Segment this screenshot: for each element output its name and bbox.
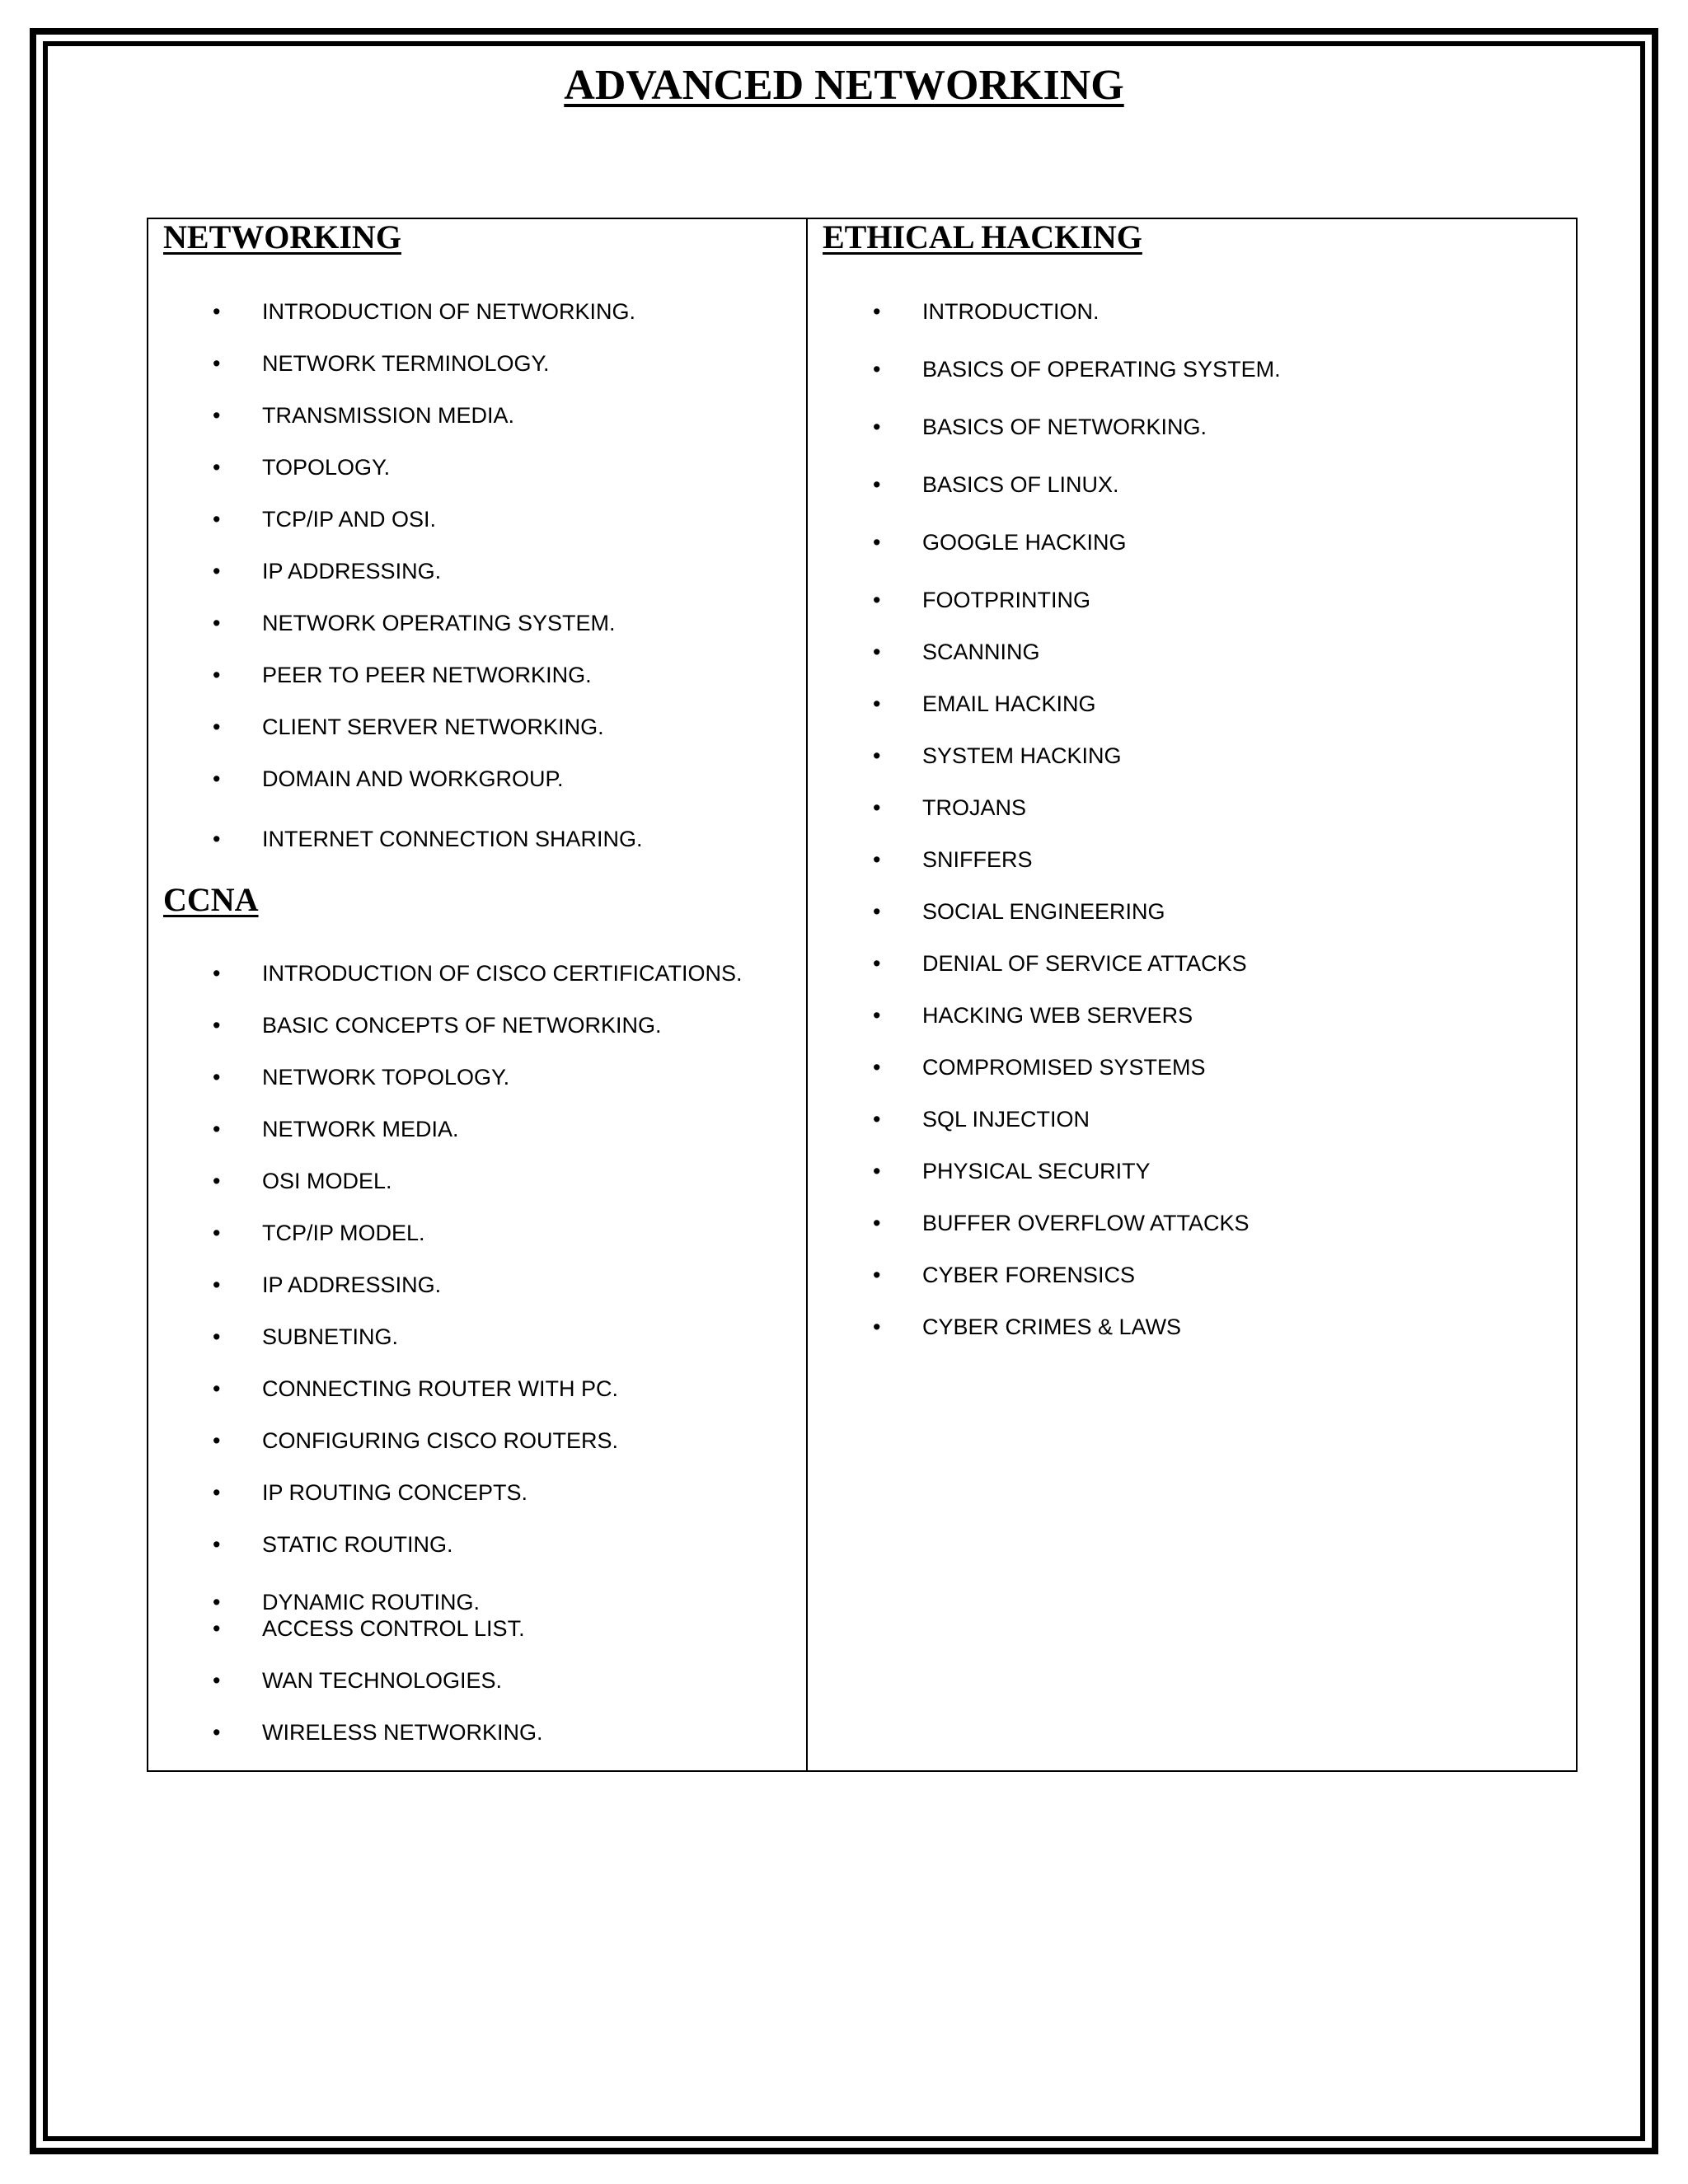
bullet-icon: • <box>873 588 881 612</box>
list-item-label: SCANNING <box>922 640 1040 664</box>
list-item <box>873 1261 1136 1289</box>
bullet-icon: • <box>213 611 221 635</box>
list-item <box>213 557 442 585</box>
bullet-icon: • <box>213 1616 221 1641</box>
list-item <box>873 1313 1182 1341</box>
list-item-label: DOMAIN AND WORKGROUP. <box>262 766 564 791</box>
list-item-label: NETWORK TOPOLOGY. <box>262 1065 510 1090</box>
list-item-label: SUBNETING. <box>262 1324 399 1349</box>
list-item <box>213 453 391 481</box>
list-item-label: COMPROMISED SYSTEMS <box>922 1055 1206 1080</box>
list-item-label: INTERNET CONNECTION SHARING. <box>262 827 643 851</box>
ccna-heading: CCNA <box>163 881 259 918</box>
list-item <box>213 401 515 429</box>
bullet-icon: • <box>213 1169 221 1193</box>
list-item <box>873 1001 1193 1029</box>
list-item <box>873 471 1119 499</box>
list-item-label: NETWORK MEDIA. <box>262 1117 459 1141</box>
list-item <box>213 1479 528 1507</box>
list-item <box>873 690 1096 718</box>
list-item <box>873 638 1040 666</box>
bullet-icon: • <box>213 1117 221 1141</box>
bullet-icon: • <box>213 403 221 428</box>
bullet-icon: • <box>873 1003 881 1028</box>
bullet-icon: • <box>873 1211 881 1235</box>
list-item <box>873 742 1122 770</box>
list-item-label: SYSTEM HACKING <box>922 743 1122 768</box>
list-item <box>213 713 604 741</box>
list-item-label: BASICS OF OPERATING SYSTEM. <box>922 357 1281 382</box>
bullet-icon: • <box>873 357 881 382</box>
list-item <box>213 1271 442 1299</box>
bullet-icon: • <box>213 559 221 583</box>
bullet-icon: • <box>213 766 221 791</box>
list-item <box>213 298 635 326</box>
bullet-icon: • <box>213 1532 221 1557</box>
list-item-label: TROJANS <box>922 795 1027 820</box>
bullet-icon: • <box>213 1428 221 1453</box>
bullet-icon: • <box>873 899 881 924</box>
page-title: ADVANCED NETWORKING <box>564 62 1124 109</box>
list-item <box>873 528 1127 556</box>
list-item <box>213 1530 453 1558</box>
list-item <box>213 1167 392 1195</box>
list-item <box>873 586 1090 614</box>
list-item <box>213 1011 662 1039</box>
bullet-icon: • <box>213 1065 221 1090</box>
bullet-icon: • <box>213 1221 221 1245</box>
list-item-label: WIRELESS NETWORKING. <box>262 1720 543 1745</box>
list-item <box>213 505 437 533</box>
list-item <box>213 1588 481 1616</box>
bullet-icon: • <box>213 1324 221 1349</box>
list-item-label: TCP/IP AND OSI. <box>262 507 437 532</box>
ethical-hacking-heading: ETHICAL HACKING <box>823 218 1142 255</box>
list-item-label: CONNECTING ROUTER WITH PC. <box>262 1376 618 1401</box>
list-item <box>213 1219 425 1247</box>
bullet-icon: • <box>873 299 881 324</box>
bullet-icon: • <box>213 1480 221 1505</box>
bullet-icon: • <box>213 351 221 376</box>
list-item <box>873 949 1247 977</box>
list-item <box>213 661 592 689</box>
list-item-label: HACKING WEB SERVERS <box>922 1003 1193 1028</box>
bullet-icon: • <box>873 951 881 976</box>
bullet-icon: • <box>213 299 221 324</box>
list-item-label: INTRODUCTION OF NETWORKING. <box>262 299 635 324</box>
bullet-icon: • <box>873 743 881 768</box>
list-item <box>213 349 550 377</box>
bullet-icon: • <box>213 1272 221 1297</box>
bullet-icon: • <box>213 1720 221 1745</box>
bullet-icon: • <box>213 455 221 480</box>
list-item-label: ACCESS CONTROL LIST. <box>262 1616 525 1641</box>
list-item <box>873 1105 1090 1133</box>
bullet-icon: • <box>213 961 221 986</box>
bullet-icon: • <box>873 847 881 872</box>
bullet-icon: • <box>873 1107 881 1132</box>
list-item-label: GOOGLE HACKING <box>922 530 1127 555</box>
list-item-label: IP ADDRESSING. <box>262 1272 442 1297</box>
list-item-label: PEER TO PEER NETWORKING. <box>262 663 592 687</box>
bullet-icon: • <box>873 1159 881 1183</box>
list-item <box>213 1063 510 1091</box>
bullet-icon: • <box>213 827 221 851</box>
list-item-label: BASIC CONCEPTS OF NETWORKING. <box>262 1013 662 1038</box>
bullet-icon: • <box>873 1055 881 1080</box>
bullet-icon: • <box>213 507 221 532</box>
list-item-label: DENIAL OF SERVICE ATTACKS <box>922 951 1247 976</box>
list-item-label: DYNAMIC ROUTING. <box>262 1590 481 1615</box>
list-item-label: FOOTPRINTING <box>922 588 1090 612</box>
list-item-label: SOCIAL ENGINEERING <box>922 899 1165 924</box>
bullet-icon: • <box>873 691 881 716</box>
bullet-icon: • <box>213 715 221 739</box>
bullet-icon: • <box>873 415 881 439</box>
list-item <box>213 959 743 987</box>
list-item-label: PHYSICAL SECURITY <box>922 1159 1151 1183</box>
bullet-icon: • <box>873 795 881 820</box>
list-item <box>873 1053 1206 1081</box>
bullet-icon: • <box>213 663 221 687</box>
list-item-label: EMAIL HACKING <box>922 691 1096 716</box>
bullet-icon: • <box>213 1376 221 1401</box>
list-item-label: TOPOLOGY. <box>262 455 391 480</box>
list-item-label: BUFFER OVERFLOW ATTACKS <box>922 1211 1250 1235</box>
list-item <box>213 1718 543 1746</box>
list-item-label: SNIFFERS <box>922 847 1033 872</box>
list-item <box>213 1615 525 1643</box>
list-item-label: CONFIGURING CISCO ROUTERS. <box>262 1428 619 1453</box>
list-item-label: INTRODUCTION. <box>922 299 1100 324</box>
bullet-icon: • <box>873 640 881 664</box>
list-item <box>213 1375 618 1403</box>
list-item-label: NETWORK TERMINOLOGY. <box>262 351 550 376</box>
list-item-label: CYBER FORENSICS <box>922 1263 1136 1287</box>
bullet-icon: • <box>873 1263 881 1287</box>
bullet-icon: • <box>213 1013 221 1038</box>
list-item <box>213 1115 459 1143</box>
list-item <box>213 825 643 853</box>
bullet-icon: • <box>213 1590 221 1615</box>
list-item-label: IP ADDRESSING. <box>262 559 442 583</box>
list-item-label: NETWORK OPERATING SYSTEM. <box>262 611 616 635</box>
list-item <box>213 765 564 793</box>
list-item <box>213 1427 619 1455</box>
list-item <box>873 846 1033 874</box>
bullet-icon: • <box>873 472 881 497</box>
list-item-label: CYBER CRIMES & LAWS <box>922 1315 1182 1339</box>
list-item-label: OSI MODEL. <box>262 1169 392 1193</box>
list-item <box>873 1209 1250 1237</box>
list-item <box>213 1323 399 1351</box>
list-item-label: STATIC ROUTING. <box>262 1532 453 1557</box>
networking-heading: NETWORKING <box>163 218 401 255</box>
list-item <box>873 413 1207 441</box>
bullet-icon: • <box>873 1315 881 1339</box>
list-item-label: TCP/IP MODEL. <box>262 1221 425 1245</box>
list-item-label: INTRODUCTION OF CISCO CERTIFICATIONS. <box>262 961 743 986</box>
list-item-label: BASICS OF LINUX. <box>922 472 1119 497</box>
list-item-label: IP ROUTING CONCEPTS. <box>262 1480 528 1505</box>
list-item-label: WAN TECHNOLOGIES. <box>262 1668 503 1693</box>
list-item <box>873 355 1281 383</box>
column-divider <box>806 218 808 1772</box>
list-item-label: BASICS OF NETWORKING. <box>922 415 1207 439</box>
list-item <box>873 794 1027 822</box>
bullet-icon: • <box>873 530 881 555</box>
list-item <box>873 298 1100 326</box>
list-item <box>213 609 616 637</box>
list-item <box>873 898 1165 926</box>
list-item <box>213 1666 503 1694</box>
list-item <box>873 1157 1151 1185</box>
list-item-label: CLIENT SERVER NETWORKING. <box>262 715 604 739</box>
bullet-icon: • <box>213 1668 221 1693</box>
list-item-label: TRANSMISSION MEDIA. <box>262 403 515 428</box>
list-item-label: SQL INJECTION <box>922 1107 1090 1132</box>
